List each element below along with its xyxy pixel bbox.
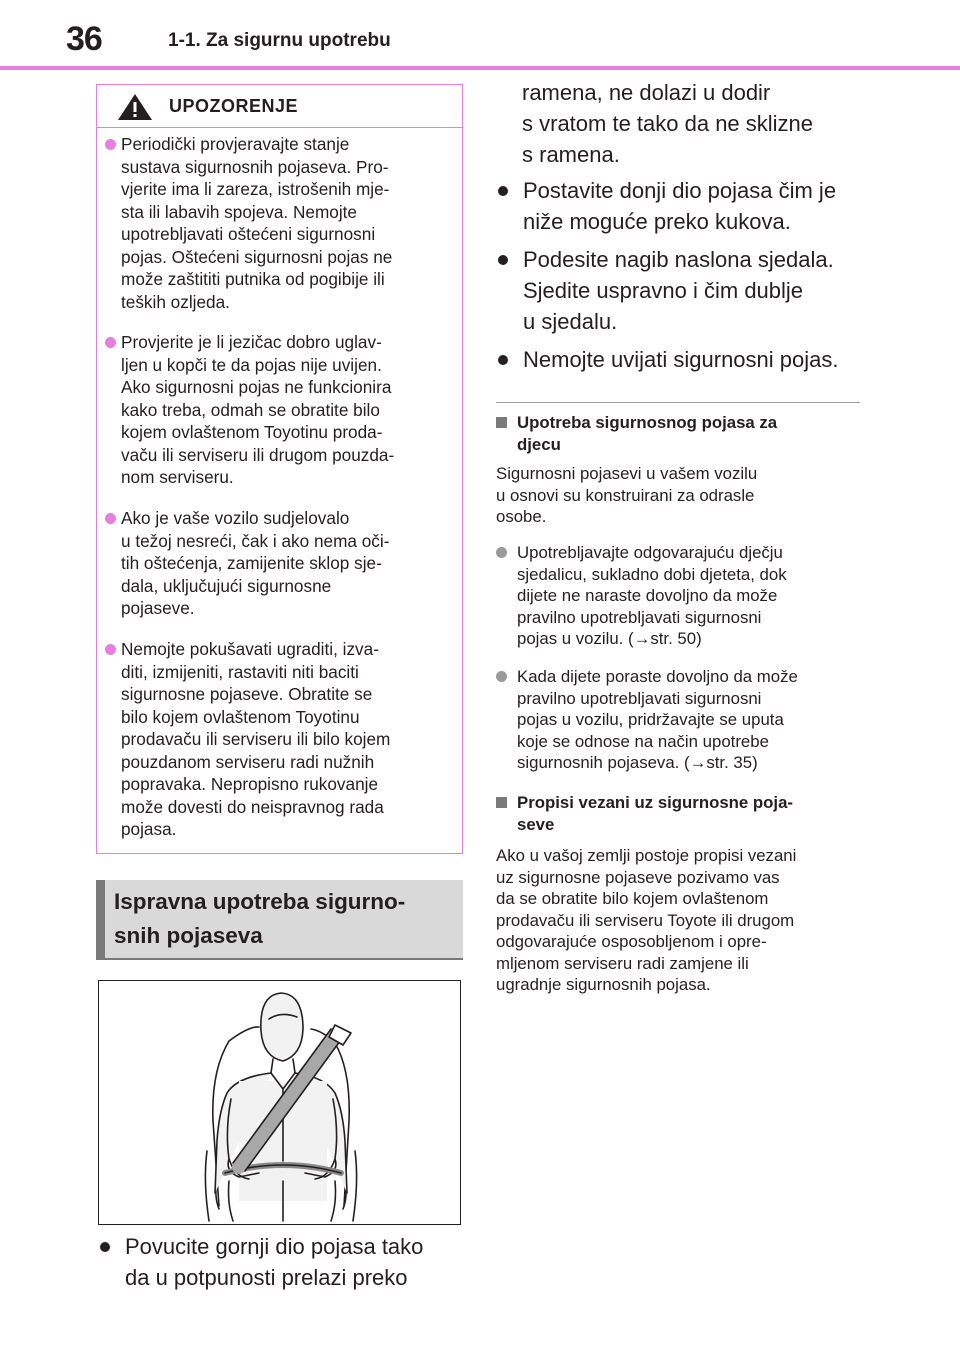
- text-line: uz sigurnosne pojaseve pozivamo vas: [496, 867, 780, 887]
- text-line: kako treba, odmah se obratite bilo: [121, 399, 380, 420]
- text-line: mljenom serviseru radi zamjene ili: [496, 953, 749, 973]
- text-line: pojasa.: [121, 819, 177, 839]
- subsection-heading-children: [496, 412, 860, 455]
- page-number: 36: [66, 20, 102, 58]
- bullet-dot: [498, 255, 508, 265]
- heading-rule: [96, 958, 463, 960]
- section-title: 1-1. Za sigurnu upotrebu: [168, 30, 391, 51]
- page-reference-link[interactable]: str. 35): [706, 753, 758, 772]
- text-line: pouzdanom serviseru radi nužnih: [121, 751, 375, 772]
- text-line: seve: [517, 814, 555, 834]
- bullet-dot: [100, 1242, 110, 1252]
- heading-line: Ispravna upotreba sigurno-: [114, 889, 406, 914]
- seated-person-seatbelt-illustration: [99, 981, 460, 1224]
- warning-item: [105, 331, 455, 489]
- warning-title: UPOZORENJE: [169, 96, 299, 116]
- square-bullet: [496, 417, 507, 428]
- bullet-dot: [105, 644, 116, 655]
- text-line: prodavaču ili serviseru ili bilo kojem: [121, 729, 391, 749]
- text-line: ramena, ne dolazi u dodir: [522, 80, 771, 105]
- children-intro: [496, 463, 860, 528]
- text-line: djecu: [517, 434, 561, 454]
- warning-triangle-icon: [117, 93, 153, 121]
- text-line: Povucite gornji dio pojasa tako: [125, 1234, 424, 1259]
- text-line: pravilno upotrebljavati sigurnosni: [517, 607, 762, 627]
- text-line: sjedalicu, sukladno dobi djeteta, dok: [517, 564, 787, 584]
- page-reference-link[interactable]: str. 50): [650, 629, 702, 648]
- bullet-dot: [105, 513, 116, 524]
- text-line: diti, izmijeniti, rastaviti niti baciti: [121, 661, 359, 682]
- text-line: s ramena.: [522, 142, 620, 167]
- text-line: osobe.: [496, 507, 547, 526]
- text-line: dala, uključujući sigurnosne: [121, 575, 332, 596]
- warning-item: [105, 507, 455, 620]
- text-line: u težoj nesreći, čak i ako nema oči-: [121, 530, 390, 551]
- bullet-item: [498, 175, 860, 237]
- text-line: prodavaču ili serviseru Toyote ili drugom: [496, 910, 795, 930]
- text-line: tih oštećenja, zamijenite sklop sje-: [121, 553, 382, 573]
- bullet-dot: [496, 671, 507, 682]
- text-line: sigurnosnih pojaseva. (→str. 35): [517, 753, 758, 772]
- seatbelt-illustration: [98, 980, 461, 1225]
- heading-accent-bar: [96, 880, 105, 958]
- text-line: kojem ovlaštenom Toyotinu proda-: [121, 422, 383, 442]
- text-line: dijete ne naraste dovoljno da može: [517, 586, 778, 605]
- text-line: sigurnosne pojaseve. Obratite se: [121, 684, 373, 704]
- list-item: [496, 666, 860, 774]
- text-line: Ako sigurnosni pojas ne funkcionira: [121, 377, 392, 397]
- text-line: Sigurnosni pojasevi u vašem vozilu: [496, 464, 758, 483]
- text-line: sta ili labavih spojeva. Nemojte: [121, 201, 357, 222]
- text-line: odgovarajuće osposobljenom i opre-: [496, 932, 767, 951]
- bullet-dot: [496, 547, 507, 558]
- text-line: s vratom te tako da ne sklizne: [522, 111, 814, 136]
- warning-item: [105, 133, 455, 313]
- text-line: popravaka. Nepropisno rukovanje: [121, 774, 379, 794]
- text-line: Provjerite je li jezičac dobro uglav-: [121, 332, 382, 352]
- text-line: Ako u vašoj zemlji postoje propisi vezani: [496, 846, 797, 865]
- arrow-icon: →: [633, 629, 651, 648]
- bullet-dot: [105, 139, 116, 150]
- text-line: da u potpunosti prelazi preko: [125, 1265, 408, 1290]
- text-line: niže moguće preko kukova.: [523, 209, 791, 234]
- text-line: u sjedalu.: [523, 309, 618, 334]
- text-line: vaču ili serviseru ili drugom pouzda-: [121, 444, 395, 465]
- text-line: teških ozljeda.: [121, 291, 230, 312]
- text-line: Postavite donji dio pojasa čim je: [523, 178, 837, 203]
- text-line: pojas. Oštećeni sigurnosni pojas ne: [121, 246, 393, 267]
- section-heading: [96, 880, 463, 958]
- warning-item: [105, 638, 455, 841]
- bullet-dot: [105, 337, 116, 348]
- text-line: ljen u kopči te da pojas nije uvijen.: [121, 354, 382, 375]
- bullet-item: [498, 344, 860, 375]
- text-line: nom serviseru.: [121, 467, 234, 487]
- text-line: sustava sigurnosnih pojaseva. Pro-: [121, 156, 389, 177]
- text-line: upotrebljavati oštećeni sigurnosni: [121, 224, 376, 244]
- text-line: pravilno upotrebljavati sigurnosni: [517, 688, 762, 708]
- bullet-item: [100, 1231, 460, 1293]
- warning-box: [96, 84, 463, 854]
- text-line: ugradnje sigurnosnih pojasa.: [496, 975, 711, 994]
- warning-header: [97, 85, 462, 128]
- text-line: može dovesti do neispravnog rada: [121, 796, 384, 817]
- text-line: da se obratite bilo kojem ovlaštenom: [496, 889, 769, 908]
- header-rule: [0, 66, 960, 70]
- bullet-continuation: [522, 77, 862, 170]
- text-line: Ako je vaše vozilo sudjelovalo: [121, 508, 350, 528]
- text-line: pojaseve.: [121, 598, 195, 618]
- text-line: Upotrebljavajte odgovarajuću dječju: [517, 543, 783, 562]
- arrow-icon: →: [689, 753, 707, 772]
- text-line: Sjedite uspravno i čim dublje: [523, 278, 804, 303]
- text-line: Propisi vezani uz sigurnosne poja-: [517, 793, 794, 812]
- list-item: [496, 542, 860, 650]
- text-line: koje se odnose na način upotrebe: [517, 731, 769, 751]
- square-bullet: [496, 797, 507, 808]
- text-line: može zaštititi putnika od pogibije ili: [121, 269, 385, 289]
- text-line: pojas u vozilu, pridržavajte se uputa: [517, 710, 784, 729]
- text-line: u osnovi su konstruirani za odrasle: [496, 485, 755, 505]
- bullet-item: [498, 244, 860, 337]
- text-line: pojas u vozilu. (→str. 50): [517, 629, 702, 648]
- bullet-dot: [498, 355, 508, 365]
- text-line: Kada dijete poraste dovoljno da može: [517, 667, 798, 686]
- regulations-text: [496, 845, 860, 996]
- text-line: Podesite nagib naslona sjedala.: [523, 247, 834, 272]
- text-line: bilo kojem ovlaštenom Toyotinu: [121, 706, 360, 727]
- subsection-heading-regulations: [496, 792, 860, 835]
- text-line: vjerite ima li zareza, istrošenih mje-: [121, 179, 390, 199]
- text-line: Nemojte pokušavati ugraditi, izva-: [121, 639, 379, 659]
- bullet-dot: [498, 186, 508, 196]
- heading-line: snih pojaseva: [114, 923, 263, 948]
- text-line: Nemojte uvijati sigurnosni pojas.: [523, 347, 839, 372]
- text-line: Upotreba sigurnosnog pojasa za: [517, 413, 778, 432]
- text-line: Periodički provjeravajte stanje: [121, 134, 350, 154]
- subsection-rule: [496, 402, 860, 403]
